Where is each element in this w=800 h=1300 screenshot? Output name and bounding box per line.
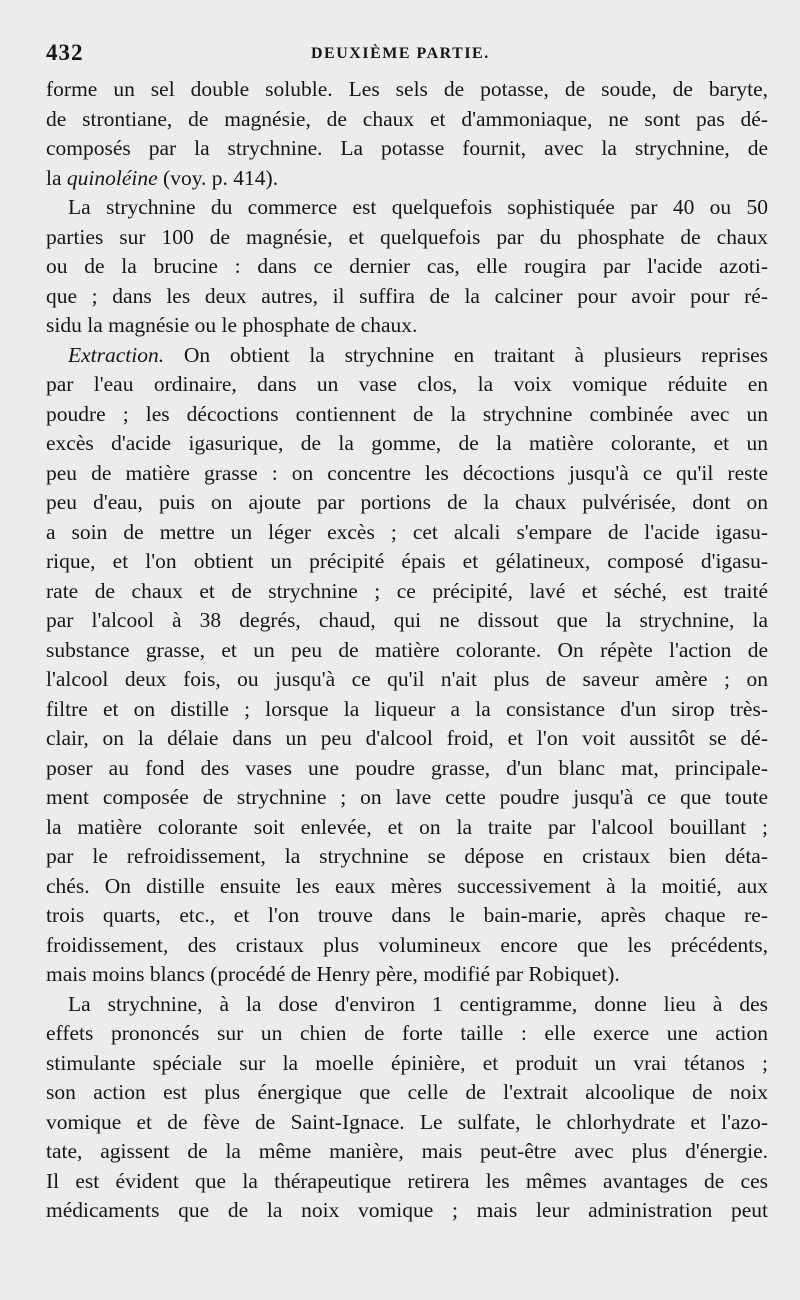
text-line: clair, on la délaie dans un peu d'alcool froid, et l'on voit aussitôt se dé- — [46, 726, 768, 750]
text-line: peu de matière grasse : on concentre les décoctions jusqu'à ce qu'il reste — [46, 460, 768, 485]
text-line: que ; dans les deux autres, il suffira de la calciner pour avoir pour ré- — [46, 283, 768, 308]
paragraph — [46, 341, 768, 990]
section-label: Extraction. — [68, 342, 165, 367]
text-line: tate, agissent de la même manière, mais peut-être avec plus d'énergie. — [46, 1139, 768, 1163]
text-segment: la — [46, 165, 67, 190]
text-line: excès d'acide igasurique, de la gomme, de la matière colorante, et un — [46, 431, 768, 455]
text-line: trois quarts, etc., et l'on trouve dans le bain-marie, après chaque re- — [46, 903, 768, 927]
text-line: filtre et on distille ; lorsque la liqueur a la consistance d'un sirop très- — [46, 696, 768, 721]
text-line: ou de la brucine : dans ce dernier cas, elle rougira par l'acide azoti- — [46, 254, 768, 278]
text-line: a soin de mettre un léger excès ; cet alcali s'empare de l'acide igasu- — [46, 519, 768, 544]
paragraph — [46, 193, 768, 341]
text-line: Il est évident que la thérapeutique retirera les mêmes avantages de ces — [46, 1168, 768, 1193]
text-line: la matière colorante soit enlevée, et on la traite par l'alcool bouillant ; — [46, 814, 768, 839]
text-line: La strychnine, à la dose d'environ 1 centigramme, donne lieu à des — [68, 991, 768, 1016]
text-line: médicaments que de la noix vomique ; mais leur administration peut — [46, 1198, 768, 1222]
text-line: ment composée de strychnine ; on lave cette poudre jusqu'à ce que toute — [46, 785, 768, 809]
text-line: poudre ; les décoctions contiennent de la strychnine combinée avec un — [46, 401, 768, 426]
text-line: parties sur 100 de magnésie, et quelquefois par du phosphate de chaux — [46, 224, 768, 249]
paragraph — [46, 75, 768, 193]
text-line: La strychnine du commerce est quelquefois sophistiquée par 40 ou 50 — [68, 195, 768, 219]
text-line: vomique et de fève de Saint-Ignace. Le sulfate, le chlorhydrate et l'azo- — [46, 1109, 768, 1134]
text-line: l'alcool deux fois, ou jusqu'à ce qu'il n'ait plus de saveur amère ; on — [46, 667, 768, 691]
italic-term: quinoléine — [66, 165, 158, 190]
text-line: stimulante spéciale sur la moelle épinière, et produit un vrai tétanos ; — [46, 1050, 768, 1075]
text-line: rate de chaux et de strychnine ; ce précipité, lavé et séché, est traité — [46, 578, 768, 603]
text-line — [46, 341, 768, 371]
text-line: par l'alcool à 38 degrés, chaud, qui ne dissout que la strychnine, la — [46, 608, 768, 632]
text-segment: (voy. p. 414). — [157, 165, 279, 190]
text-line — [46, 164, 768, 194]
page-header — [46, 40, 762, 70]
text-line: sidu la magnésie ou le phosphate de chaux. — [46, 313, 418, 337]
text-line: par l'eau ordinaire, dans un vase clos, la voix vomique réduite en — [46, 372, 768, 396]
text-line: de strontiane, de magnésie, de chaux et d'ammoniaque, ne sont pas dé- — [46, 106, 768, 131]
text-line: par le refroidissement, la strychnine se dépose en cristaux bien déta- — [46, 844, 768, 868]
text-line: son action est plus énergique que celle de l'extrait alcoolique de noix — [46, 1080, 768, 1104]
paragraph — [46, 990, 768, 1226]
text-line: rique, et l'on obtient un précipité épais et gélatineux, composé d'igasu- — [46, 549, 768, 573]
text-segment: On obtient la strychnine en traitant à plusieurs reprises — [164, 342, 768, 367]
running-head: DEUXIÈME PARTIE. — [311, 45, 490, 62]
body-text — [46, 75, 768, 1226]
text-line: peu d'eau, puis on ajoute par portions de la chaux pulvérisée, dont on — [46, 490, 768, 514]
text-line: mais moins blancs (procédé de Henry père, modifié par Robiquet). — [46, 962, 620, 986]
text-line: substance grasse, et un peu de matière colorante. On répète l'action de — [46, 637, 768, 662]
text-line: froidissement, des cristaux plus volumineux encore que les précédents, — [46, 932, 768, 957]
text-line: composés par la strychnine. La potasse fournit, avec la strychnine, de — [46, 136, 768, 160]
text-line: poser au fond des vases une poudre grasse, d'un blanc mat, principale- — [46, 755, 768, 780]
text-line: chés. On distille ensuite les eaux mères successivement à la moitié, aux — [46, 873, 768, 898]
text-line: forme un sel double soluble. Les sels de potasse, de soude, de baryte, — [46, 77, 768, 101]
page-number: 432 — [46, 40, 84, 65]
text-line: effets prononcés sur un chien de forte taille : elle exerce une action — [46, 1021, 768, 1045]
